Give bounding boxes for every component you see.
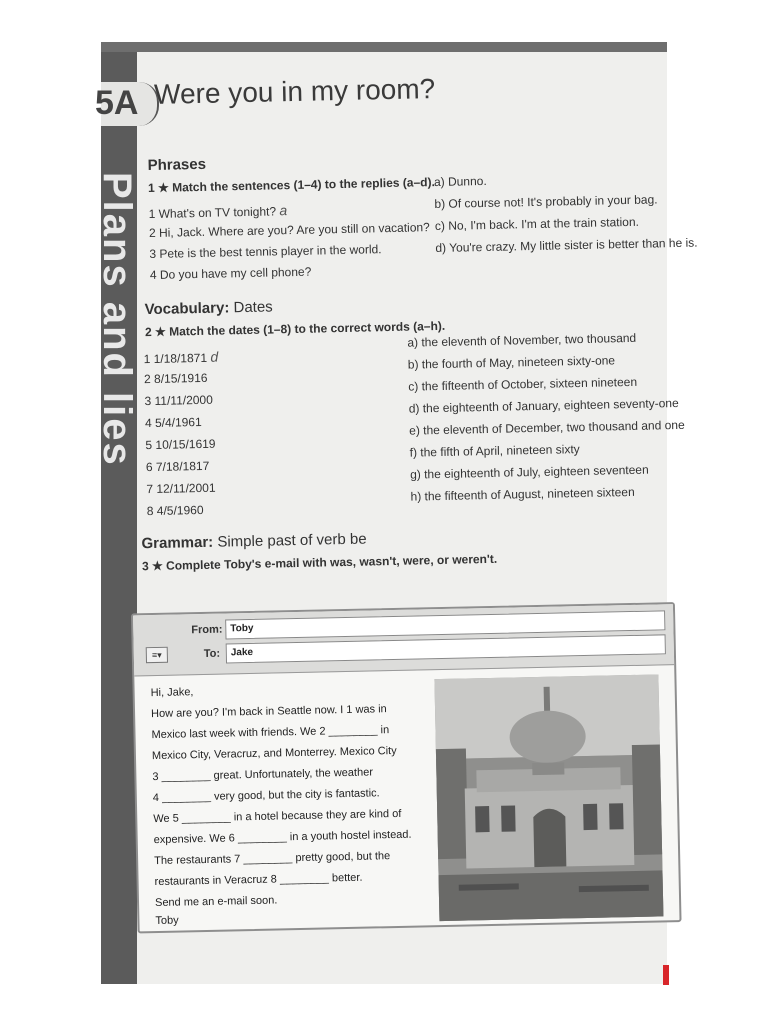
word-a: a) the eleventh of November, two thousand: [407, 330, 637, 350]
sentence-2: 2 Hi, Jack. Where are you? Are you still on vacation?: [148, 220, 430, 241]
email-line-10: restaurants in Veracruz 8 ________ better.: [154, 871, 363, 889]
reply-c: c) No, I'm back. I'm at the train station.: [434, 214, 640, 234]
word-e: e) the eleventh of December, two thousand and one: [409, 417, 685, 438]
menu-icon: ≡▾: [146, 647, 168, 663]
sentence-3: 3 Pete is the best tennis player in the world.: [149, 242, 382, 262]
word-d: d) the eighteenth of January, eighteen seventy-one: [408, 395, 679, 416]
vocabulary-heading: Vocabulary: Dates: [144, 298, 273, 319]
exercise-3-instruction: 3 ★ Complete Toby's e-mail with was, wasn't, were, or weren't.: [141, 551, 498, 574]
sentence-1: 1 What's on TV tonight? a: [148, 202, 288, 222]
from-label: From:: [191, 623, 223, 637]
answer-1-handwritten: a: [279, 202, 288, 219]
word-b: b) the fourth of May, nineteen sixty-one: [407, 353, 616, 372]
word-f: f) the fifth of April, nineteen sixty: [409, 442, 580, 460]
date-8: 8 4/5/1960: [146, 502, 204, 519]
date-2: 2 8/15/1916: [143, 370, 208, 387]
word-c: c) the fifteenth of October, sixteen nineteen: [408, 374, 638, 394]
email-line-11: Send me an e-mail soon.: [154, 894, 278, 910]
date-3: 3 11/11/2000: [144, 392, 213, 409]
email-line-8: expensive. We 6 ________ in a youth hostel instead.: [153, 828, 412, 847]
email-line-9: The restaurants 7 ________ pretty good, but the: [154, 850, 391, 868]
page-corner-marker: [663, 965, 669, 985]
palace-photo: [434, 674, 663, 921]
date-1: 1 1/18/1871 d: [143, 348, 219, 367]
email-line-12: Toby: [155, 914, 179, 928]
email-line-4: Mexico City, Veracruz, and Monterrey. Mexico City: [151, 744, 397, 763]
exercise-1-instruction: 1 ★ Match the sentences (1–4) to the replies (a–d).: [147, 175, 435, 196]
email-line-6: 4 ________ very good, but the city is fantastic.: [152, 787, 380, 805]
to-field: Jake: [226, 634, 666, 663]
email-line-1: Hi, Jake,: [150, 686, 194, 700]
reply-d: d) You're crazy. My little sister is better than he is.: [435, 235, 698, 256]
date-5: 5 10/15/1619: [145, 436, 216, 453]
email-line-7: We 5 ________ in a hotel because they are kind of: [153, 807, 402, 826]
from-field: Toby: [225, 610, 665, 639]
word-h: h) the fifteenth of August, nineteen sixteen: [410, 484, 635, 504]
page-content: [95, 30, 698, 984]
email-line-2: How are you? I'm back in Seattle now. I 1 was in: [150, 703, 387, 721]
palace-illustration: [434, 674, 663, 921]
textbook-page: [95, 42, 698, 984]
date-6: 6 7/18/1817: [145, 458, 210, 475]
email-line-5: 3 ________ great. Unfortunately, the weather: [152, 766, 374, 784]
unit-vertical-title: Plans and lies: [95, 172, 139, 467]
email-mockup: [131, 602, 682, 933]
grammar-heading: Grammar: Simple past of verb be: [141, 530, 367, 553]
sentence-4: 4 Do you have my cell phone?: [149, 264, 312, 283]
to-label: To:: [203, 647, 221, 660]
phrases-heading: Phrases: [147, 155, 207, 175]
unit-tab-label: 5A: [95, 84, 139, 122]
email-line-3: Mexico last week with friends. We 2 ________ in: [151, 724, 390, 742]
exercise-2-instruction: 2 ★ Match the dates (1–8) to the correct words (a–h).: [144, 318, 446, 340]
reply-a: a) Dunno.: [433, 173, 487, 190]
reply-b: b) Of course not! It's probably in your bag.: [434, 192, 658, 212]
date-4: 4 5/4/1961: [144, 414, 202, 431]
email-header: [133, 604, 674, 676]
date-7: 7 12/11/2001: [146, 480, 216, 497]
word-g: g) the eighteenth of July, eighteen seventeen: [409, 462, 649, 482]
date-answer-handwritten: d: [210, 348, 219, 365]
page-title: Were you in my room?: [153, 73, 436, 110]
